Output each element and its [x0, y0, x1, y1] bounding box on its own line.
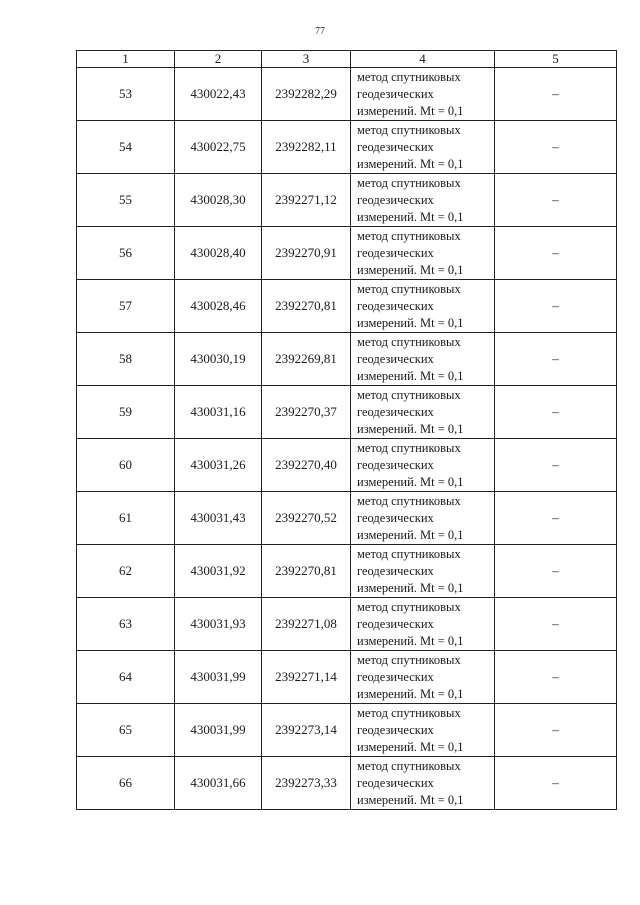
x-coordinate-cell: 430031,43 [175, 492, 262, 545]
method-line: метод спутниковых [357, 493, 461, 508]
method-line: измерений. Mt = 0,1 [357, 474, 464, 489]
method-line: геодезических [357, 245, 434, 260]
point-number-cell: 56 [77, 227, 175, 280]
table-row [77, 651, 617, 704]
column-header-2: 2 [175, 51, 262, 68]
note-cell: – [495, 598, 617, 651]
note-cell: – [495, 651, 617, 704]
method-cell [351, 757, 495, 810]
method-line: метод спутниковых [357, 652, 461, 667]
column-header-5: 5 [495, 51, 617, 68]
method-line: измерений. Mt = 0,1 [357, 580, 464, 595]
note-cell: – [495, 386, 617, 439]
table-row [77, 545, 617, 598]
x-coordinate-cell: 430022,43 [175, 68, 262, 121]
method-line: геодезических [357, 404, 434, 419]
y-coordinate-cell: 2392271,14 [262, 651, 351, 704]
table-row [77, 598, 617, 651]
method-cell [351, 704, 495, 757]
point-number-cell: 57 [77, 280, 175, 333]
method-line: измерений. Mt = 0,1 [357, 527, 464, 542]
method-cell [351, 227, 495, 280]
column-header-3: 3 [262, 51, 351, 68]
method-line: метод спутниковых [357, 546, 461, 561]
method-line: геодезических [357, 510, 434, 525]
method-line: геодезических [357, 192, 434, 207]
x-coordinate-cell: 430031,26 [175, 439, 262, 492]
x-coordinate-cell: 430030,19 [175, 333, 262, 386]
point-number-cell: 61 [77, 492, 175, 545]
point-number-cell: 53 [77, 68, 175, 121]
x-coordinate-cell: 430028,40 [175, 227, 262, 280]
point-number-cell: 54 [77, 121, 175, 174]
method-line: геодезических [357, 563, 434, 578]
coordinates-table [76, 50, 617, 810]
note-cell: – [495, 121, 617, 174]
method-line: измерений. Mt = 0,1 [357, 633, 464, 648]
point-number-cell: 66 [77, 757, 175, 810]
method-line: метод спутниковых [357, 758, 461, 773]
table-row [77, 439, 617, 492]
table-row [77, 757, 617, 810]
note-cell: – [495, 280, 617, 333]
y-coordinate-cell: 2392270,91 [262, 227, 351, 280]
method-cell [351, 651, 495, 704]
method-line: измерений. Mt = 0,1 [357, 739, 464, 754]
method-line: измерений. Mt = 0,1 [357, 315, 464, 330]
method-line: измерений. Mt = 0,1 [357, 262, 464, 277]
x-coordinate-cell: 430028,30 [175, 174, 262, 227]
method-line: геодезических [357, 722, 434, 737]
method-cell [351, 439, 495, 492]
note-cell: – [495, 704, 617, 757]
table-row [77, 704, 617, 757]
x-coordinate-cell: 430022,75 [175, 121, 262, 174]
method-cell [351, 333, 495, 386]
method-line: метод спутниковых [357, 281, 461, 296]
method-line: измерений. Mt = 0,1 [357, 792, 464, 807]
method-line: геодезических [357, 351, 434, 366]
table-row [77, 68, 617, 121]
page-number: 77 [315, 26, 325, 37]
method-line: измерений. Mt = 0,1 [357, 686, 464, 701]
method-cell [351, 545, 495, 598]
method-line: метод спутниковых [357, 334, 461, 349]
method-line: измерений. Mt = 0,1 [357, 103, 464, 118]
y-coordinate-cell: 2392271,08 [262, 598, 351, 651]
method-line: измерений. Mt = 0,1 [357, 368, 464, 383]
y-coordinate-cell: 2392270,81 [262, 280, 351, 333]
table-row [77, 121, 617, 174]
table-header-row [77, 51, 617, 68]
note-cell: – [495, 757, 617, 810]
method-line: геодезических [357, 775, 434, 790]
x-coordinate-cell: 430031,99 [175, 651, 262, 704]
note-cell: – [495, 174, 617, 227]
point-number-cell: 60 [77, 439, 175, 492]
method-line: геодезических [357, 298, 434, 313]
point-number-cell: 58 [77, 333, 175, 386]
x-coordinate-cell: 430031,16 [175, 386, 262, 439]
method-line: измерений. Mt = 0,1 [357, 156, 464, 171]
method-line: геодезических [357, 457, 434, 472]
method-line: метод спутниковых [357, 599, 461, 614]
column-header-1: 1 [77, 51, 175, 68]
method-line: метод спутниковых [357, 69, 461, 84]
note-cell: – [495, 227, 617, 280]
note-cell: – [495, 68, 617, 121]
y-coordinate-cell: 2392270,40 [262, 439, 351, 492]
table-body [77, 68, 617, 810]
method-cell [351, 598, 495, 651]
x-coordinate-cell: 430028,46 [175, 280, 262, 333]
y-coordinate-cell: 2392271,12 [262, 174, 351, 227]
point-number-cell: 63 [77, 598, 175, 651]
method-line: геодезических [357, 616, 434, 631]
method-cell [351, 386, 495, 439]
y-coordinate-cell: 2392273,14 [262, 704, 351, 757]
method-cell [351, 68, 495, 121]
method-line: геодезических [357, 669, 434, 684]
method-line: метод спутниковых [357, 387, 461, 402]
note-cell: – [495, 439, 617, 492]
x-coordinate-cell: 430031,92 [175, 545, 262, 598]
table-row [77, 333, 617, 386]
x-coordinate-cell: 430031,99 [175, 704, 262, 757]
note-cell: – [495, 333, 617, 386]
point-number-cell: 62 [77, 545, 175, 598]
method-line: метод спутниковых [357, 440, 461, 455]
x-coordinate-cell: 430031,93 [175, 598, 262, 651]
y-coordinate-cell: 2392270,81 [262, 545, 351, 598]
column-header-4: 4 [351, 51, 495, 68]
table-row [77, 492, 617, 545]
point-number-cell: 65 [77, 704, 175, 757]
method-cell [351, 492, 495, 545]
table-row [77, 280, 617, 333]
y-coordinate-cell: 2392269,81 [262, 333, 351, 386]
y-coordinate-cell: 2392273,33 [262, 757, 351, 810]
method-line: метод спутниковых [357, 122, 461, 137]
y-coordinate-cell: 2392270,37 [262, 386, 351, 439]
x-coordinate-cell: 430031,66 [175, 757, 262, 810]
table-row [77, 227, 617, 280]
point-number-cell: 55 [77, 174, 175, 227]
method-line: метод спутниковых [357, 175, 461, 190]
note-cell: – [495, 545, 617, 598]
note-cell: – [495, 492, 617, 545]
method-line: геодезических [357, 139, 434, 154]
method-line: измерений. Mt = 0,1 [357, 209, 464, 224]
table-row [77, 174, 617, 227]
method-line: геодезических [357, 86, 434, 101]
method-line: метод спутниковых [357, 228, 461, 243]
table-row [77, 386, 617, 439]
method-cell [351, 280, 495, 333]
y-coordinate-cell: 2392282,11 [262, 121, 351, 174]
point-number-cell: 64 [77, 651, 175, 704]
method-cell [351, 121, 495, 174]
method-cell [351, 174, 495, 227]
y-coordinate-cell: 2392270,52 [262, 492, 351, 545]
method-line: измерений. Mt = 0,1 [357, 421, 464, 436]
point-number-cell: 59 [77, 386, 175, 439]
y-coordinate-cell: 2392282,29 [262, 68, 351, 121]
method-line: метод спутниковых [357, 705, 461, 720]
